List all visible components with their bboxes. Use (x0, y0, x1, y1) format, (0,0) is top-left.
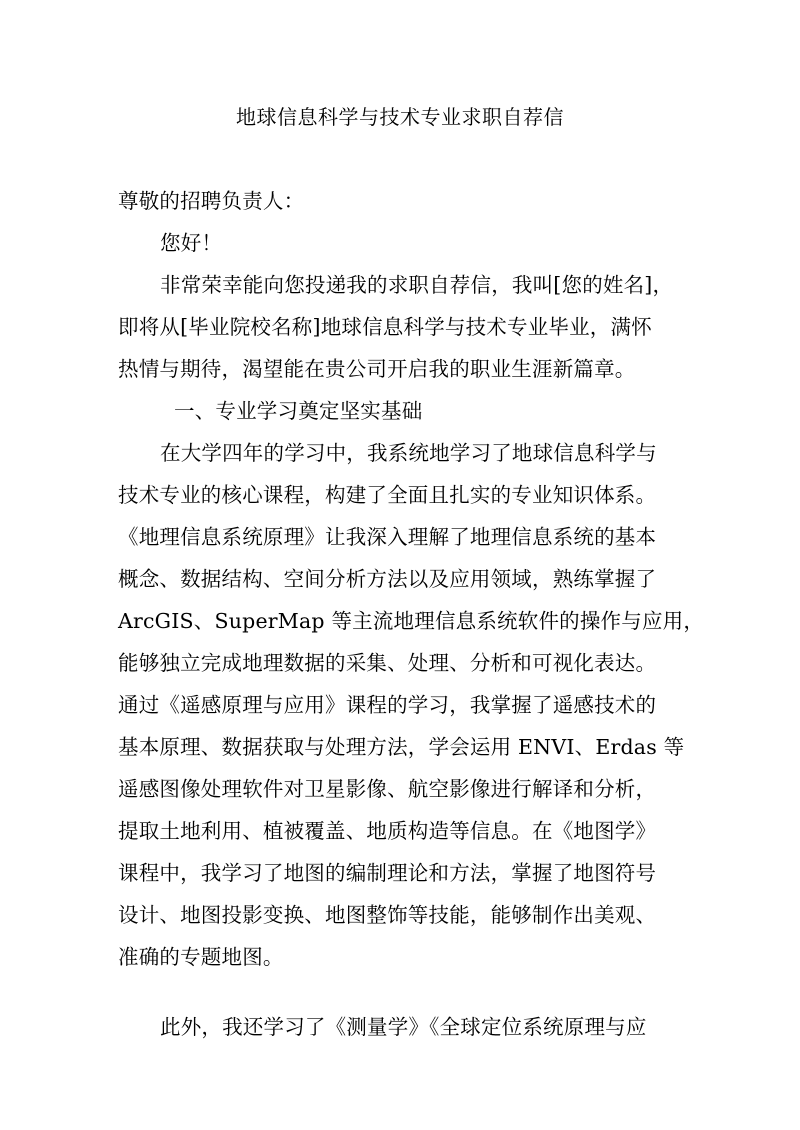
paragraph-line: ArcGIS、SuperMap 等主流地理信息系统软件的操作与应用， (118, 609, 705, 633)
paragraph-line: 通过《遥感原理与应用》课程的学习，我掌握了遥感技术的 (118, 693, 657, 717)
paragraph-line: 《地理信息系统原理》让我深入理解了地理信息系统的基本 (118, 525, 657, 549)
paragraph-line: 此外，我还学习了《测量学》《全球定位系统原理与应 (160, 1015, 647, 1039)
document-title: 地球信息科学与技术专业求职自荐信 (236, 105, 564, 129)
intro-line: 即将从[毕业院校名称]地球信息科学与技术专业毕业，满怀 (118, 315, 652, 339)
section-heading: 一、专业学习奠定坚实基础 (174, 399, 423, 423)
paragraph-line: 能够独立完成地理数据的采集、处理、分析和可视化表达。 (118, 651, 657, 675)
paragraph-line: 在大学四年的学习中，我系统地学习了地球信息科学与 (160, 441, 657, 465)
intro-line: 非常荣幸能向您投递我的求职自荐信，我叫[您的姓名]， (160, 273, 674, 297)
intro-line: 热情与期待，渴望能在贵公司开启我的职业生涯新篇章。 (118, 357, 636, 381)
paragraph-line: 概念、数据结构、空间分析方法以及应用领域，熟练掌握了 (118, 567, 657, 591)
paragraph-line: 提取土地利用、植被覆盖、地质构造等信息。在《地图学》 (118, 819, 657, 843)
paragraph-line: 技术专业的核心课程，构建了全面且扎实的专业知识体系。 (118, 483, 657, 507)
paragraph-line: 遥感图像处理软件对卫星影像、航空影像进行解译和分析， (118, 777, 657, 801)
paragraph-line: 准确的专题地图。 (118, 945, 284, 969)
paragraph-line: 基本原理、数据获取与处理方法，学会运用 ENVI、Erdas 等 (118, 735, 685, 759)
salutation: 尊敬的招聘负责人： (118, 189, 305, 213)
greeting: 您好！ (160, 231, 223, 255)
paragraph-line: 课程中，我学习了地图的编制理论和方法，掌握了地图符号 (118, 861, 657, 885)
paragraph-line: 设计、地图投影变换、地图整饰等技能，能够制作出美观、 (118, 903, 657, 927)
